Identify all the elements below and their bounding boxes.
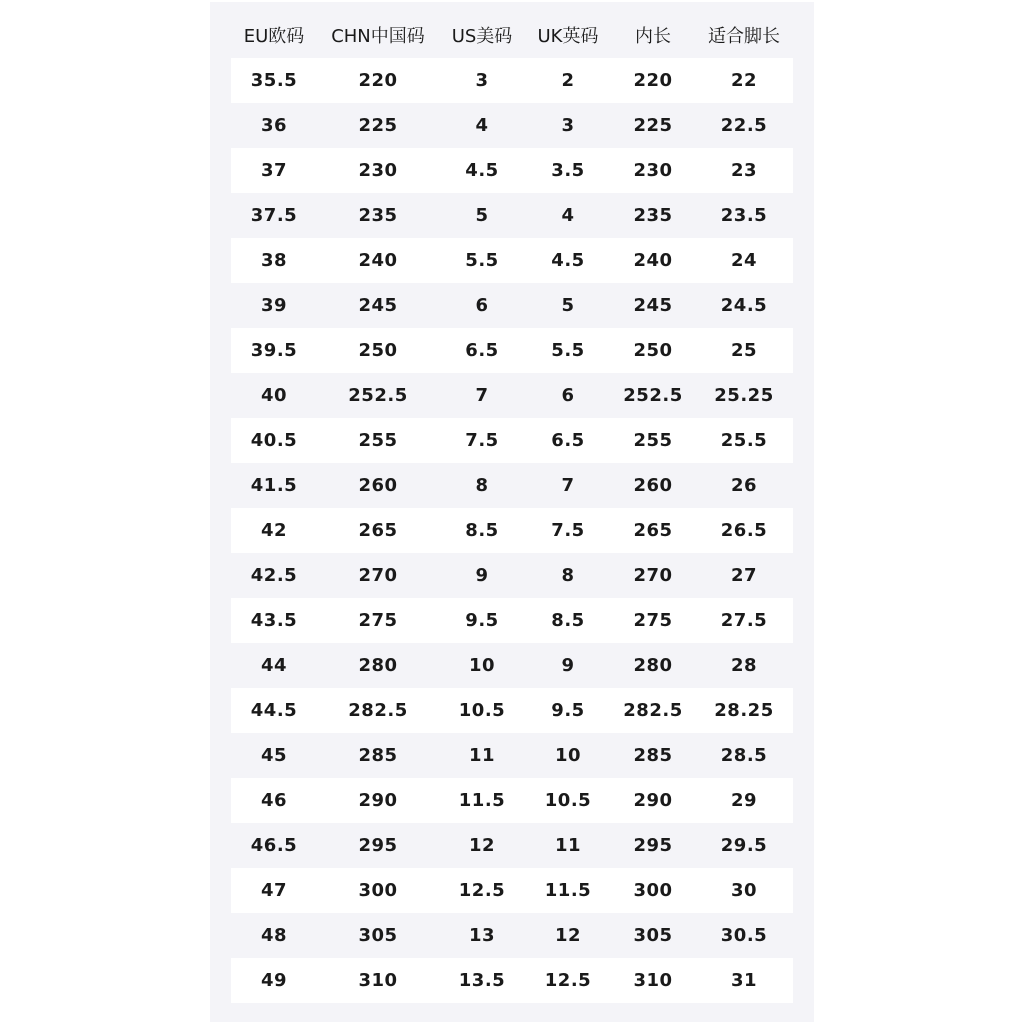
cell-us: 11 <box>468 745 496 766</box>
cell-foot-length: 22 <box>730 70 758 91</box>
cell-inner-length: 290 <box>633 790 673 811</box>
cell-inner-length: 252.5 <box>623 385 683 406</box>
table-row <box>231 463 793 508</box>
table-row <box>231 193 793 238</box>
cell-chn: 280 <box>358 655 398 676</box>
cell-foot-length: 28.25 <box>714 700 774 721</box>
cell-chn: 285 <box>358 745 398 766</box>
cell-eu: 49 <box>260 970 288 991</box>
cell-foot-length: 26.5 <box>720 520 768 541</box>
cell-us: 6.5 <box>465 340 499 361</box>
cell-eu: 41.5 <box>250 475 298 496</box>
cell-chn: 235 <box>358 205 398 226</box>
cell-inner-length: 275 <box>633 610 673 631</box>
cell-inner-length: 250 <box>633 340 673 361</box>
cell-eu: 35.5 <box>250 70 298 91</box>
cell-uk: 12.5 <box>544 970 592 991</box>
cell-uk: 11.5 <box>544 880 592 901</box>
table-row <box>231 868 793 913</box>
table-row <box>231 238 793 283</box>
cell-eu: 46.5 <box>250 835 298 856</box>
cell-chn: 252.5 <box>348 385 408 406</box>
table-row <box>231 913 793 958</box>
size-chart-panel <box>210 2 814 1022</box>
cell-foot-length: 23.5 <box>720 205 768 226</box>
cell-eu: 44 <box>260 655 288 676</box>
cell-chn: 310 <box>358 970 398 991</box>
cell-uk: 5.5 <box>551 340 585 361</box>
cell-chn: 260 <box>358 475 398 496</box>
cell-foot-length: 25.5 <box>720 430 768 451</box>
cell-foot-length: 29 <box>730 790 758 811</box>
cell-us: 4 <box>475 115 489 136</box>
cell-inner-length: 280 <box>633 655 673 676</box>
table-row <box>231 778 793 823</box>
cell-foot-length: 22.5 <box>720 115 768 136</box>
cell-us: 7.5 <box>465 430 499 451</box>
cell-us: 9 <box>475 565 489 586</box>
cell-inner-length: 225 <box>633 115 673 136</box>
cell-uk: 3.5 <box>551 160 585 181</box>
cell-uk: 9.5 <box>551 700 585 721</box>
header-inner-length: 内长 <box>635 26 671 47</box>
cell-eu: 39 <box>260 295 288 316</box>
cell-us: 13 <box>468 925 496 946</box>
cell-foot-length: 27.5 <box>720 610 768 631</box>
table-row <box>231 958 793 1003</box>
table-row <box>231 58 793 103</box>
cell-us: 8.5 <box>465 520 499 541</box>
cell-chn: 245 <box>358 295 398 316</box>
cell-eu: 39.5 <box>250 340 298 361</box>
table-row <box>231 598 793 643</box>
cell-inner-length: 295 <box>633 835 673 856</box>
cell-eu: 36 <box>260 115 288 136</box>
table-row <box>231 103 793 148</box>
header-eu: EU欧码 <box>243 26 305 47</box>
cell-foot-length: 30 <box>730 880 758 901</box>
cell-chn: 255 <box>358 430 398 451</box>
cell-inner-length: 230 <box>633 160 673 181</box>
cell-eu: 48 <box>260 925 288 946</box>
cell-chn: 270 <box>358 565 398 586</box>
cell-uk: 10.5 <box>544 790 592 811</box>
cell-chn: 220 <box>358 70 398 91</box>
table-row <box>231 733 793 778</box>
cell-eu: 43.5 <box>250 610 298 631</box>
cell-us: 12.5 <box>458 880 506 901</box>
table-row <box>231 823 793 868</box>
cell-inner-length: 235 <box>633 205 673 226</box>
header-foot-length: 适合脚长 <box>708 26 780 47</box>
cell-uk: 8 <box>561 565 575 586</box>
cell-chn: 300 <box>358 880 398 901</box>
cell-us: 10 <box>468 655 496 676</box>
cell-eu: 40.5 <box>250 430 298 451</box>
cell-eu: 37.5 <box>250 205 298 226</box>
cell-inner-length: 220 <box>633 70 673 91</box>
cell-inner-length: 305 <box>633 925 673 946</box>
cell-us: 12 <box>468 835 496 856</box>
cell-uk: 2 <box>561 70 575 91</box>
cell-us: 4.5 <box>465 160 499 181</box>
table-row <box>231 643 793 688</box>
cell-uk: 7 <box>561 475 575 496</box>
cell-uk: 3 <box>561 115 575 136</box>
cell-eu: 42.5 <box>250 565 298 586</box>
table-row <box>231 418 793 463</box>
cell-foot-length: 29.5 <box>720 835 768 856</box>
cell-eu: 40 <box>260 385 288 406</box>
cell-inner-length: 255 <box>633 430 673 451</box>
table-row <box>231 373 793 418</box>
header-us: US美码 <box>451 26 513 47</box>
cell-uk: 8.5 <box>551 610 585 631</box>
cell-us: 7 <box>475 385 489 406</box>
cell-uk: 11 <box>554 835 582 856</box>
cell-foot-length: 28 <box>730 655 758 676</box>
cell-foot-length: 26 <box>730 475 758 496</box>
table-header-row <box>231 12 793 58</box>
cell-us: 6 <box>475 295 489 316</box>
cell-inner-length: 240 <box>633 250 673 271</box>
header-uk: UK英码 <box>537 26 599 47</box>
cell-inner-length: 265 <box>633 520 673 541</box>
cell-us: 9.5 <box>465 610 499 631</box>
cell-chn: 282.5 <box>348 700 408 721</box>
cell-foot-length: 31 <box>730 970 758 991</box>
cell-uk: 12 <box>554 925 582 946</box>
cell-inner-length: 260 <box>633 475 673 496</box>
cell-inner-length: 310 <box>633 970 673 991</box>
cell-foot-length: 24 <box>730 250 758 271</box>
table-row <box>231 283 793 328</box>
cell-chn: 290 <box>358 790 398 811</box>
cell-eu: 44.5 <box>250 700 298 721</box>
cell-eu: 45 <box>260 745 288 766</box>
size-chart-table <box>231 12 793 1003</box>
cell-chn: 240 <box>358 250 398 271</box>
cell-uk: 7.5 <box>551 520 585 541</box>
cell-foot-length: 28.5 <box>720 745 768 766</box>
table-row <box>231 553 793 598</box>
cell-us: 11.5 <box>458 790 506 811</box>
cell-eu: 38 <box>260 250 288 271</box>
table-row <box>231 508 793 553</box>
cell-uk: 10 <box>554 745 582 766</box>
cell-chn: 250 <box>358 340 398 361</box>
header-chn: CHN中国码 <box>331 26 425 47</box>
cell-foot-length: 25.25 <box>714 385 774 406</box>
cell-us: 8 <box>475 475 489 496</box>
cell-foot-length: 27 <box>730 565 758 586</box>
cell-foot-length: 30.5 <box>720 925 768 946</box>
cell-chn: 265 <box>358 520 398 541</box>
cell-chn: 230 <box>358 160 398 181</box>
cell-eu: 37 <box>260 160 288 181</box>
cell-inner-length: 245 <box>633 295 673 316</box>
cell-inner-length: 270 <box>633 565 673 586</box>
cell-us: 13.5 <box>458 970 506 991</box>
cell-inner-length: 285 <box>633 745 673 766</box>
cell-uk: 4 <box>561 205 575 226</box>
cell-foot-length: 25 <box>730 340 758 361</box>
cell-chn: 305 <box>358 925 398 946</box>
cell-uk: 4.5 <box>551 250 585 271</box>
cell-foot-length: 24.5 <box>720 295 768 316</box>
cell-us: 3 <box>475 70 489 91</box>
cell-chn: 225 <box>358 115 398 136</box>
cell-uk: 9 <box>561 655 575 676</box>
table-row <box>231 688 793 733</box>
cell-inner-length: 282.5 <box>623 700 683 721</box>
cell-chn: 275 <box>358 610 398 631</box>
table-row <box>231 328 793 373</box>
cell-uk: 6.5 <box>551 430 585 451</box>
cell-uk: 6 <box>561 385 575 406</box>
table-row <box>231 148 793 193</box>
cell-us: 5 <box>475 205 489 226</box>
cell-uk: 5 <box>561 295 575 316</box>
cell-eu: 47 <box>260 880 288 901</box>
cell-us: 5.5 <box>465 250 499 271</box>
cell-inner-length: 300 <box>633 880 673 901</box>
cell-eu: 46 <box>260 790 288 811</box>
cell-chn: 295 <box>358 835 398 856</box>
cell-eu: 42 <box>260 520 288 541</box>
cell-foot-length: 23 <box>730 160 758 181</box>
cell-us: 10.5 <box>458 700 506 721</box>
